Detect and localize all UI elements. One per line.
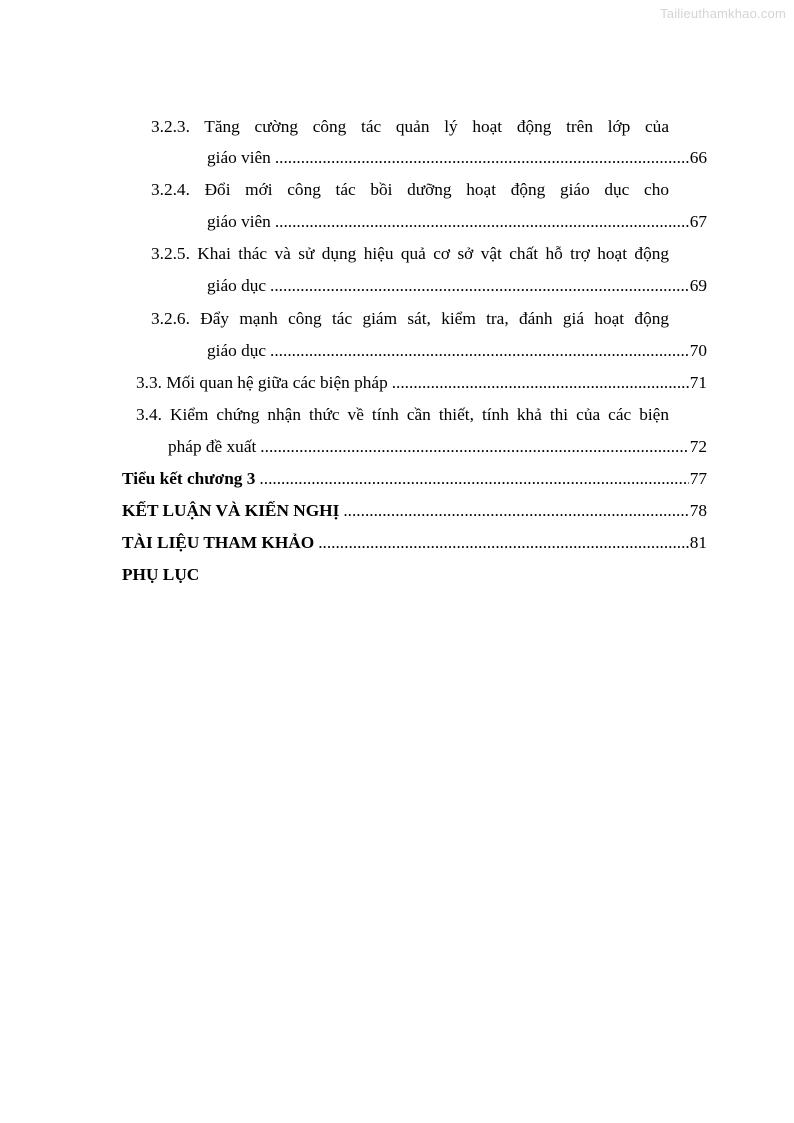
toc-entry-text: giáo viên <box>207 212 271 231</box>
dot-leader <box>318 530 689 556</box>
toc-entry-3-3[interactable] <box>136 370 707 396</box>
toc-entry-text: giáo dục <box>207 276 267 295</box>
dot-leader <box>270 273 689 299</box>
toc-entry-3-2-3-line2[interactable] <box>207 145 707 171</box>
dot-leader <box>392 370 689 396</box>
toc-entry-chapter-summary[interactable] <box>122 466 707 492</box>
toc-entry-3-2-6-line2[interactable] <box>207 338 707 364</box>
toc-entry-3-2-4-line1[interactable]: 3.2.4. Đổi mới công tác bồi dưỡng hoạt động giáo dục cho <box>151 180 669 199</box>
toc-entry-appendix[interactable]: PHỤ LỤC <box>122 565 200 584</box>
toc-entry-3-4-line1[interactable]: 3.4. Kiểm chứng nhận thức về tính cần thiết, tính khả thi của các biện <box>136 405 669 424</box>
dot-leader <box>275 209 689 235</box>
toc-entry-3-2-5-line1[interactable]: 3.2.5. Khai thác và sử dụng hiệu quả cơ sở vật chất hỗ trợ hoạt động <box>151 244 669 263</box>
dot-leader <box>260 434 688 460</box>
toc-entry-3-2-3-line1[interactable]: 3.2.3. Tăng cường công tác quản lý hoạt động trên lớp của <box>151 117 669 136</box>
page-number: 67 <box>689 212 707 231</box>
page-number: 72 <box>689 437 707 456</box>
toc-entry-text: 3.3. Mối quan hệ giữa các biện pháp <box>136 373 388 392</box>
toc-entry-text: giáo dục <box>207 341 267 360</box>
toc-entry-3-2-5-line2[interactable] <box>207 273 707 299</box>
toc-entry-3-2-6-line1[interactable]: 3.2.6. Đẩy mạnh công tác giám sát, kiểm tra, đánh giá hoạt động <box>151 309 669 328</box>
page-number: 81 <box>689 533 707 552</box>
toc-entry-3-2-4-line2[interactable] <box>207 209 707 235</box>
page-number: 71 <box>689 373 707 392</box>
page-number: 69 <box>689 276 707 295</box>
page-number: 78 <box>689 501 707 520</box>
toc-entry-text: Tiểu kết chương 3 <box>122 469 256 488</box>
dot-leader <box>270 338 689 364</box>
toc-entry-text: giáo viên <box>207 148 271 167</box>
toc-entry-text: TÀI LIỆU THAM KHẢO <box>122 533 315 552</box>
page-number: 66 <box>689 148 707 167</box>
dot-leader <box>275 145 689 171</box>
toc-entry-conclusion[interactable] <box>122 498 707 524</box>
toc-entry-text: pháp đề xuất <box>168 437 257 456</box>
page-number: 77 <box>689 469 707 488</box>
page-number: 70 <box>689 341 707 360</box>
toc-entry-references[interactable] <box>122 530 707 556</box>
dot-leader <box>343 498 688 524</box>
dot-leader <box>259 466 688 492</box>
watermark: Tailieuthamkhao.com <box>660 6 786 21</box>
toc-entry-text: KẾT LUẬN VÀ KIẾN NGHỊ <box>122 501 340 520</box>
toc-entry-3-4-line2[interactable] <box>168 434 707 460</box>
